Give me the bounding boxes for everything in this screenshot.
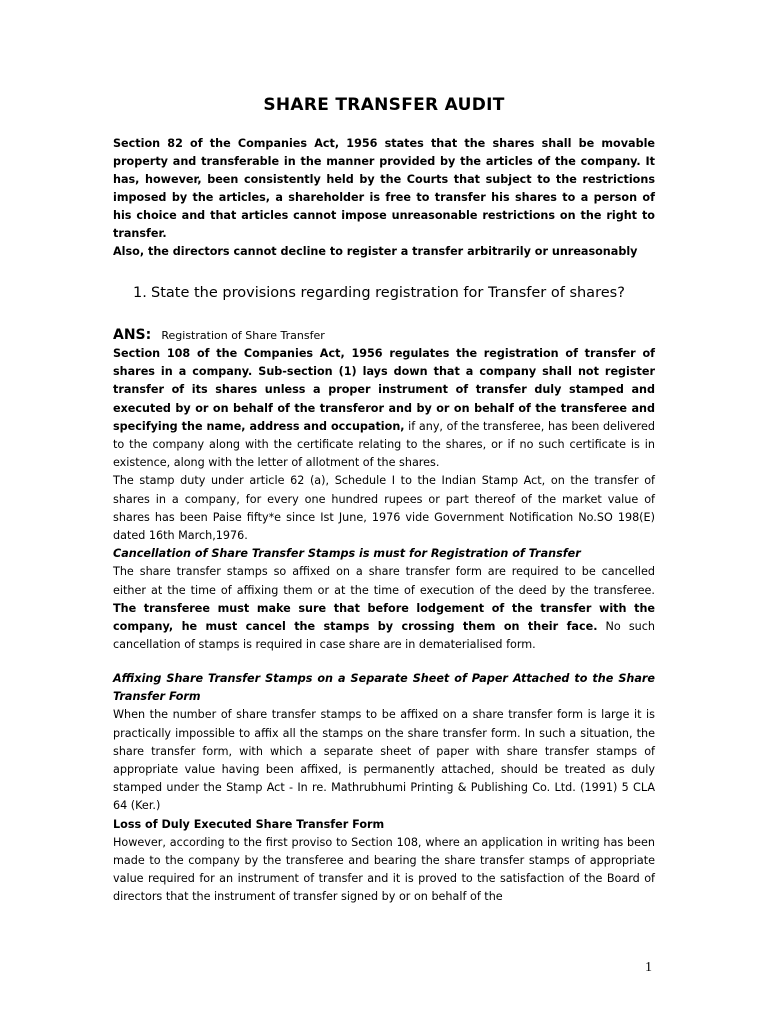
intro-paragraph: Section 82 of the Companies Act, 1956 states that the shares shall be movable property and transferable in the manner provided by the articles of the company. It has, however, been consistently held by the Courts that subject to the restrictions imposed by the articles, a shareholder is free to transfer his shares to a person of his choice and that articles cannot impose unreasonable restrictions on the right to transfer. — [113, 137, 655, 240]
answer-label: ANS: — [113, 327, 152, 343]
answer-paragraph-3-bold: The transferee must make sure that before lodgement of the transfer with the company, he must cancel the stamps by crossing them on their face. — [113, 601, 655, 634]
answer-paragraph-1-bold: Section 108 of the Companies Act, 1956 regulates the registration of transfer of shares in a company. Sub-section (1) lays down that a company shall not register transfer of its shares unless a proper instrument of transfer duly stamped and executed by or on behalf of the transferor and by or on behalf of the transferee and specifying the name, address and occupation, — [113, 347, 655, 433]
answer-header — [113, 327, 655, 343]
affixing-paragraph: When the number of share transfer stamps to be affixed on a share transfer form is large it is practically impossible to affix all the stamps on the share transfer form. In such a situation, the share transfer form, with which a separate sheet of paper with share transfer stamps of appropriate value having been affixed, is permanently attached, should be treated as duly stamped under the Stamp Act - In re. Mathrubhumi Printing & Publishing Co. Ltd. (1991) 5 CLA 64 (Ker.) — [113, 708, 655, 813]
affixing-heading: Affixing Share Transfer Stamps on a Separate Sheet of Paper Attached to the Share Transfer Form — [113, 672, 655, 704]
intro-note: Also, the directors cannot decline to register a transfer arbitrarily or unreasonably — [113, 245, 638, 258]
cancellation-heading: Cancellation of Share Transfer Stamps is must for Registration of Transfer — [113, 547, 581, 561]
answer-subheading: Registration of Share Transfer — [161, 329, 325, 342]
answer-paragraph-3-end: No such cancellation of stamps is required in case share are in dematerialised form. — [113, 620, 655, 652]
question-text: State the provisions regarding registration for Transfer of shares? — [151, 285, 625, 301]
loss-heading: Loss of Duly Executed Share Transfer Form — [113, 817, 385, 831]
question-item — [113, 282, 655, 304]
intro-section — [113, 135, 655, 261]
answer-paragraph-2: The stamp duty under article 62 (a), Schedule I to the Indian Stamp Act, on the transfer of shares in a company, for every one hundred rupees or part thereof of the market value of shares has been Paise fifty*e since Ist June, 1976 vide Government Notification No.SO 198(E) dated 16th March,1976. — [113, 474, 655, 543]
answer-paragraph-3-start: The share transfer stamps so affixed on a share transfer form are required to be cancelled either at the time of affixing them or at the time of execution of the deed by the transferee. — [113, 565, 655, 597]
answer-paragraph-1-rest: if any, of the transferee, has been delivered to the company along with the certificate relating to the shares, or if no such certificate is in existence, along with the letter of allotment of the shares. — [113, 419, 655, 470]
loss-paragraph: However, according to the first proviso to Section 108, where an application in writing has been made to the company by the transferee and bearing the share transfer stamps of appropriate value required for an instrument of transfer and it is proved to the satisfaction of the Board of directors that the instrument of transfer signed by or on behalf of the — [113, 835, 655, 904]
answer-body — [113, 345, 655, 654]
page-number: 1 — [645, 960, 652, 975]
page-title: SHARE TRANSFER AUDIT — [263, 95, 505, 115]
answer-paragraph-3 — [113, 563, 655, 654]
affixing-section — [113, 670, 655, 907]
question-number: 1. — [133, 285, 147, 301]
answer-paragraph-1 — [113, 345, 655, 472]
